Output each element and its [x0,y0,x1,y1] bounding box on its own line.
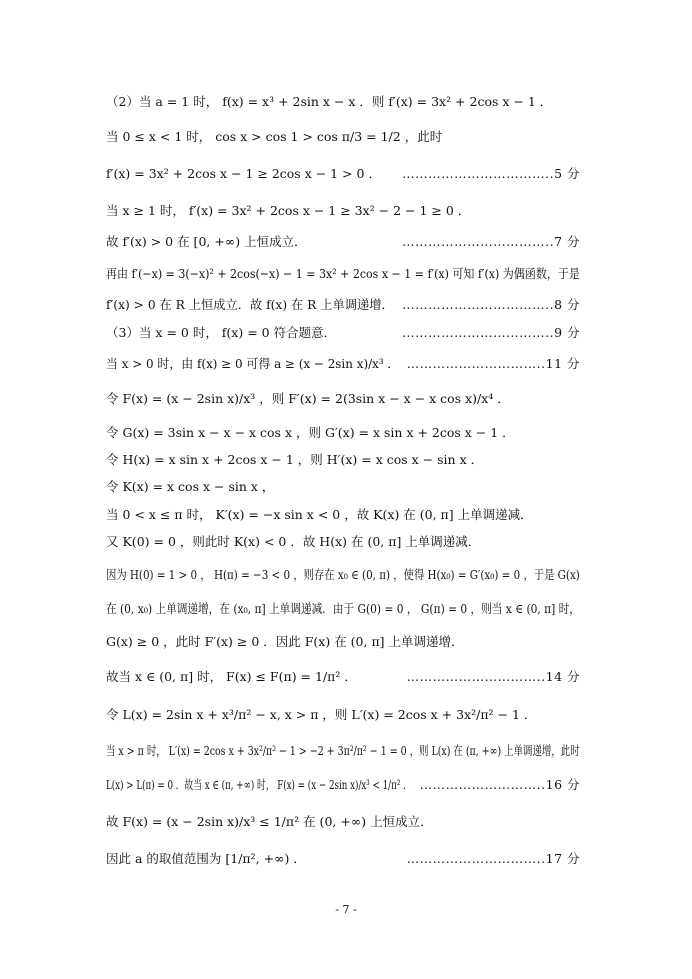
solution-line [106,533,580,551]
line-text: f′(x) = 3x² + 2cos x − 1 ≥ 2cos x − 1 > 0 ． [106,166,381,181]
line-text: 令 F(x) = (x − 2sin x)/x³ ，则 F′(x) = 2(3sin x − x − x cos x)/x⁴ ． [106,391,510,406]
line-text: 当 x > 0 时，由 f(x) ≥ 0 可得 a ≥ (x − 2sin x)/x³ ． [106,356,400,371]
line-text: （3）当 x = 0 时， f(x) = 0 符合题意． [106,325,337,340]
line-text: 当 0 ≤ x < 1 时， cos x > cos 1 > cos π/3 = 1/2 ，此时 [106,129,443,144]
line-text: 再由 f′(−x) = 3(−x)² + 2cos(−x) − 1 = 3x² + 2cos x − 1 = f′(x) 可知 f′(x) 为偶函数，于是 [106,266,580,281]
solution-line [106,93,580,111]
line-text: L(x) > L(π) = 0 ．故当 x ∈ (π, +∞) 时， F(x) = (x − 2sin x)/x³ < 1/π² ． [106,777,412,792]
line-text: （2）当 a = 1 时， f(x) = x³ + 2sin x − x ．则 f′(x) = 3x² + 2cos x − 1 ． [106,94,553,109]
solution-line [106,202,580,220]
score-marker: …………………………..14 分 [406,669,580,684]
solution-line [106,742,580,760]
solution-line [106,850,580,868]
solution-line [106,633,580,651]
line-text: 又 K(0) = 0 ，则此时 K(x) < 0 ．故 H(x) 在 (0, π] 上单调递减． [106,534,481,549]
line-text: f′(x) > 0 在 R 上恒成立．故 f(x) 在 R 上单调递增． [106,297,394,312]
page-number: - 7 - [335,903,357,916]
score-marker: …………………………..17 分 [406,851,580,866]
solution-line [106,128,580,146]
score-marker: …………………………..11 分 [406,356,580,371]
line-text: G(x) ≥ 0 ，此时 F′(x) ≥ 0 ．因此 F(x) 在 (0, π] 上单调递增． [106,634,464,649]
score-marker: ……………………………..9 分 [402,325,580,340]
solution-line [106,265,580,283]
line-text: 当 0 < x ≤ π 时， K′(x) = −x sin x < 0 ，故 K(x) 在 (0, π] 上单调递减． [106,507,533,522]
solution-line [106,390,580,408]
solution-line [106,506,580,524]
solution-line [106,324,580,342]
line-text: 故当 x ∈ (0, π] 时， F(x) ≤ F(π) = 1/π² ． [106,669,357,684]
solution-line [106,813,580,831]
solution-line [106,668,580,686]
line-text: 因此 a 的取值范围为 [1/π², +∞) ． [106,851,306,866]
line-text: 当 x > π 时， L′(x) = 2cos x + 3x²/π² − 1 > −2 + 3π²/π² − 1 = 0 ，则 L(x) 在 (π, +∞) 上单调递增，此时 [106,743,580,758]
solution-line [106,355,580,373]
score-marker: ……………………………..7 分 [402,234,580,249]
solution-line [106,424,580,442]
solution-line [106,233,580,251]
solution-line [106,296,580,314]
solution-line [106,706,580,724]
solution-line [106,451,580,469]
line-text: 当 x ≥ 1 时， f′(x) = 3x² + 2cos x − 1 ≥ 3x² − 2 − 1 ≥ 0 ． [106,203,471,218]
line-text: 令 K(x) = x cos x − sin x ， [106,479,275,494]
line-text: 故 f′(x) > 0 在 [0, +∞) 上恒成立． [106,234,307,249]
line-text: 故 F(x) = (x − 2sin x)/x³ ≤ 1/π² 在 (0, +∞) 上恒成立． [106,814,433,829]
line-text: 令 L(x) = 2sin x + x³/π² − x, x > π ，则 L′(x) = 2cos x + 3x²/π² − 1 ． [106,707,537,722]
solution-line [106,600,580,618]
solution-line [106,165,580,183]
solution-line [106,566,580,584]
score-marker: ………………………..16 分 [419,777,580,792]
line-text: 因为 H(0) = 1 > 0 ， H(π) = −3 < 0 ，则存在 x₀ ∈ (0, π) ，使得 H(x₀) = G′(x₀) = 0 ，于是 G(x) [106,567,580,582]
solution-line [106,478,580,496]
line-text: 令 H(x) = x sin x + 2cos x − 1 ，则 H′(x) = x cos x − sin x ． [106,452,484,467]
score-marker: ……………………………..8 分 [402,297,580,312]
solution-line [106,776,580,794]
score-marker: ……………………………..5 分 [402,166,580,181]
line-text: 在 (0, x₀) 上单调递增，在 (x₀, π] 上单调递减．由于 G(0) = 0 ， G(π) = 0 ，则当 x ∈ (0, π] 时， [106,601,580,616]
line-text: 令 G(x) = 3sin x − x − x cos x ，则 G′(x) = x sin x + 2cos x − 1 ． [106,425,515,440]
